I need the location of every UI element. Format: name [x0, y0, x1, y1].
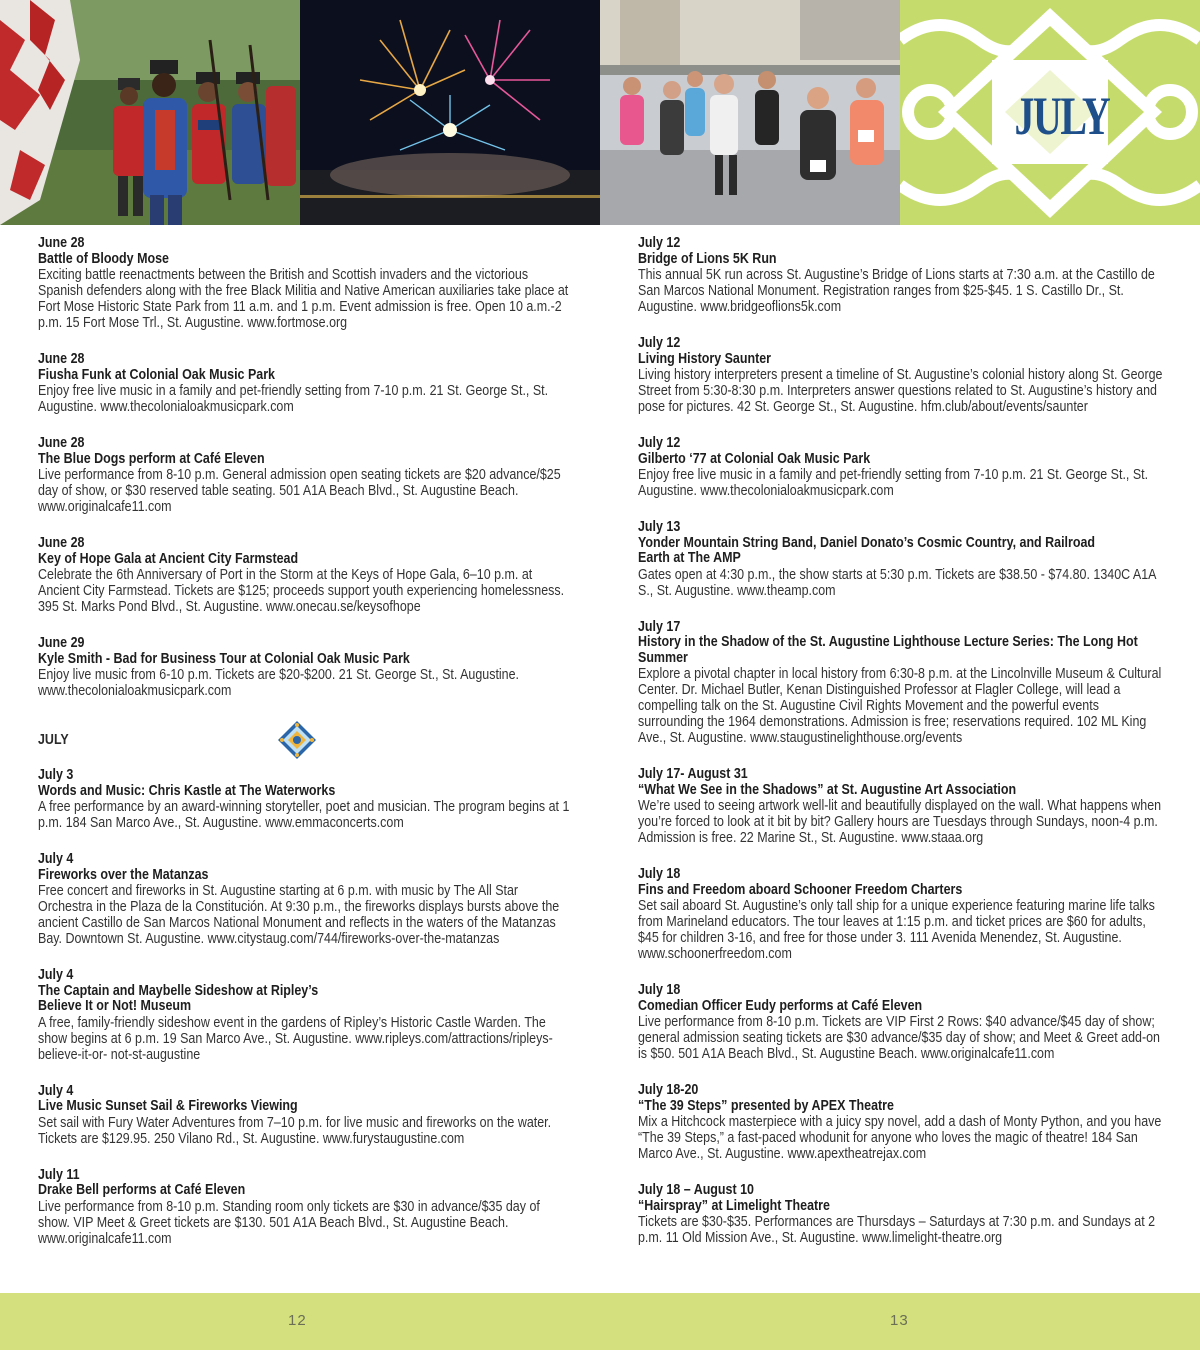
event-date: June 29	[38, 635, 85, 651]
event-date: June 28	[38, 235, 85, 251]
event-title: The Captain and Maybelle Sideshow at Ripley’s Believe It or Not! Museum	[38, 982, 319, 1014]
page-footer	[0, 1293, 1200, 1350]
event-description: Tickets are $30-$35. Performances are Thursdays – Saturdays at 7:30 p.m. and Sundays at 2 p.m. 11 Old Mission Ave., St. Augustine. www.limelight-theatre.org	[638, 1214, 1156, 1246]
event-item	[638, 620, 1170, 747]
event-description: Mix a Hitchcock masterpiece with a juicy spy novel, add a dash of Monty Python, and you have “The 39 Steps,” a fast-paced whodunit for anyone who loves the magic of theatre! 184 San Marco Ave., St. Augustine. www.apextheatrejax.com	[638, 1114, 1162, 1162]
event-date: July 4	[38, 967, 74, 983]
event-description: Exciting battle reenactments between the British and Scottish invaders and the victorious Spanish defenders along with the free Black Militia and Native American auxiliaries take place at Fort Mose Historic State Park from 11 a.m. and 1 p.m. Event admission is free. Open 10 a.m.-2 p.m. 15 Fort Mose Trl., St. Augustine. www.fortmose.org	[38, 267, 569, 331]
event-title: The Blue Dogs perform at Café Eleven	[38, 450, 265, 467]
event-description: Enjoy free live music in a family and pet-friendly setting from 7-10 p.m. 21 St. George St., St. Augustine. www.thecolonialoakmusicpark.com	[38, 383, 549, 415]
event-item	[638, 336, 1170, 415]
event-title: “What We See in the Shadows” at St. Augustine Art Association	[638, 781, 1017, 798]
event-title: “Hairspray” at Limelight Theatre	[638, 1197, 830, 1214]
event-date: July 4	[38, 851, 74, 867]
event-date: July 4	[38, 1082, 74, 1099]
event-title: Drake Bell performs at Café Eleven	[38, 1182, 246, 1198]
event-date: July 17	[638, 618, 681, 635]
event-description: Gates open at 4:30 p.m., the show starts at 5:30 p.m. Tickets are $38.50 - $74.80. 1340C A1A S., St. Augustine. www.theamp.com	[638, 566, 1156, 599]
photo-strip	[0, 0, 1200, 225]
event-item	[38, 768, 578, 831]
event-title: Gilberto ‘77 at Colonial Oak Music Park	[638, 450, 871, 467]
event-item	[638, 1083, 1170, 1162]
page-number-left: 12	[288, 1312, 307, 1329]
event-date: July 18	[638, 982, 681, 998]
fireworks-photo	[300, 0, 600, 225]
event-date: July 18	[638, 866, 681, 882]
event-item	[638, 520, 1170, 599]
event-item	[38, 852, 578, 947]
event-date: July 17- August 31	[638, 766, 748, 782]
event-title: Kyle Smith - Bad for Business Tour at Colonial Oak Music Park	[38, 650, 410, 667]
event-title: Key of Hope Gala at Ancient City Farmstead	[38, 550, 299, 567]
event-description: Explore a pivotal chapter in local history from 6:30-8 p.m. at the Lincolnville Museum & Cultural Center. Dr. Michael Butler, Kenan Distinguished Professor at Flagler College, will lead a compelling talk on the St. Augustine Civil Rights Movement and the powerful events surrounding the 1964 demonstrations. Admission is free; reservations required. 102 ML King Ave., St. Augustine. www.staugustinelighthouse.org/events	[638, 666, 1162, 746]
month-badge-title: JULY	[1014, 86, 1110, 146]
event-item	[38, 636, 578, 699]
event-date: June 28	[38, 435, 85, 451]
event-description: We’re used to seeing artwork well-lit and beautifully displayed on the wall. What happens when you’re forced to look at it bit by bit? Gallery hours are Tuesdays through Sundays, noon-4 p.m. Admission is free. 22 Marine St., St. Augustine. www.staaa.org	[638, 798, 1162, 846]
section-label: JULY	[38, 732, 69, 748]
event-item	[38, 236, 578, 331]
event-description: A free performance by an award-winning storyteller, poet and musician. The program begins at 1 p.m. 184 San Marco Ave., St. Augustine. www.emmaconcerts.com	[38, 799, 570, 831]
event-title: Fiusha Funk at Colonial Oak Music Park	[38, 366, 275, 383]
page-number-right: 13	[890, 1312, 909, 1329]
runners-photo	[600, 0, 900, 225]
event-date: July 18 – August 10	[638, 1182, 754, 1198]
event-item	[638, 236, 1170, 315]
event-item	[38, 436, 578, 515]
event-title: Living History Saunter	[638, 350, 772, 367]
event-description: Free concert and fireworks in St. Augustine starting at 6 p.m. with music by The All Star Orchestra in the Plaza de la Constitución. At 9:30 p.m., the fireworks displays bursts above the ancient Castillo de San Marcos National Monument and reflects in the waters of the Matanzas Bay. Downtown St. Augustine. www.citystaug.com/744/fireworks-over-the-matanzas	[38, 883, 560, 947]
event-title: Bridge of Lions 5K Run	[638, 250, 777, 267]
event-date: July 13	[638, 519, 681, 535]
section-header	[38, 720, 578, 760]
event-date: July 12	[638, 435, 681, 451]
decorative-tile-icon	[277, 720, 317, 760]
event-item	[638, 1183, 1170, 1246]
event-date: June 28	[38, 535, 85, 551]
event-title: Fireworks over the Matanzas	[38, 866, 209, 883]
event-date: July 3	[38, 767, 74, 783]
event-title: “The 39 Steps” presented by APEX Theatre	[638, 1097, 894, 1114]
event-date: July 18-20	[638, 1082, 699, 1098]
event-item	[638, 436, 1170, 499]
event-description: Set sail aboard St. Augustine’s only tall ship for a unique experience featuring marine life talks from Marineland educators. The tour leaves at 1:15 p.m. and ticket prices are $60 for adults, $45 for children 3-16, and free for those under 3. 111 Avenida Menendez, St. Augustine. www.schoonerfreedom.com	[638, 898, 1155, 962]
event-item	[638, 767, 1170, 846]
event-description: Enjoy free live music in a family and pet-friendly setting from 7-10 p.m. 21 St. George St., St. Augustine. www.thecolonialoakmusicpark.com	[638, 467, 1149, 499]
event-title: Battle of Bloody Mose	[38, 250, 169, 267]
event-description: Celebrate the 6th Anniversary of Port in the Storm at the Keys of Hope Gala, 6–10 p.m. at Ancient City Farmstead. Tickets are $125; proceeds support youth experiencing homelessness. 395 St. Marks Pond Blvd., St. Augustine. www.onecau.se/keysofhope	[38, 567, 565, 615]
event-description: Set sail with Fury Water Adventures from 7–10 p.m. for live music and fireworks on the water. Tickets are $129.95. 250 Vilano Rd., St. Augustine. www.furystaugustine.com	[38, 1114, 552, 1147]
event-item	[38, 1168, 578, 1247]
event-item	[638, 867, 1170, 962]
event-description: Live performance from 8-10 p.m. General admission open seating tickets are $20 advance/$25 day of show, or $30 reserved table seating. 501 A1A Beach Blvd., St. Augustine Beach. www.originalcafe11.com	[38, 467, 561, 515]
event-description: Enjoy live music from 6-10 p.m. Tickets are $20-$200. 21 St. George St., St. Augustine. www.thecolonialoakmusicpark.com	[38, 667, 520, 699]
event-date: July 11	[38, 1166, 80, 1183]
event-title: Live Music Sunset Sail & Fireworks Viewing	[38, 1098, 298, 1114]
reenactment-photo	[0, 0, 300, 225]
event-description: Live performance from 8-10 p.m. Tickets are VIP First 2 Rows: $40 advance/$45 day of show; general admission seating tickets are $30 advance/$35 day of show; and Meet & Greet add-on is $50. 501 A1A Beach Blvd., St. Augustine Beach. www.originalcafe11.com	[638, 1014, 1160, 1062]
event-description: Living history interpreters present a timeline of St. Augustine’s colonial history along St. George Street from 5:30-8:30 p.m. Interpreters answer questions related to St. Augustine’s history and pose for pictures. 42 St. George St., St. Augustine. hfm.club/about/events/saunter	[638, 367, 1163, 415]
event-title: History in the Shadow of the St. Augustine Lighthouse Lecture Series: The Long Hot Summer	[638, 634, 1138, 666]
event-title: Yonder Mountain String Band, Daniel Donato’s Cosmic Country, and Railroad Earth at The AMP	[638, 534, 1096, 566]
event-item	[638, 983, 1170, 1062]
event-date: July 12	[638, 235, 681, 251]
event-description: A free, family-friendly sideshow event in the gardens of Ripley’s Historic Castle Warden. The show begins at 6 p.m. 19 San Marco Ave., St. Augustine. www.ripleys.com/attractions/ripleys-believe-it-or- not-st-augustine	[38, 1014, 553, 1063]
event-description: Live performance from 8-10 p.m. Standing room only tickets are $30 in advance/$35 day of show. VIP Meet & Greet tickets are $130. 501 A1A Beach Blvd., St. Augustine Beach. www.originalcafe11.com	[38, 1198, 540, 1247]
event-date: June 28	[38, 351, 85, 367]
event-item	[38, 1084, 578, 1147]
event-date: July 12	[638, 335, 681, 351]
event-title: Comedian Officer Eudy performs at Café Eleven	[638, 997, 923, 1014]
event-item	[38, 536, 578, 615]
left-column	[38, 236, 578, 1268]
event-title: Words and Music: Chris Kastle at The Waterworks	[38, 782, 336, 799]
event-title: Fins and Freedom aboard Schooner Freedom Charters	[638, 881, 963, 898]
right-column	[638, 236, 1170, 1267]
event-item	[38, 352, 578, 415]
event-item	[38, 968, 578, 1063]
event-description: This annual 5K run across St. Augustine’s Bridge of Lions starts at 7:30 a.m. at the Castillo de San Marcos National Monument. Registration ranges from $25-$45. 1 S. Castillo Dr., St. Augustine. www.bridgeoflions5k.com	[638, 267, 1155, 315]
